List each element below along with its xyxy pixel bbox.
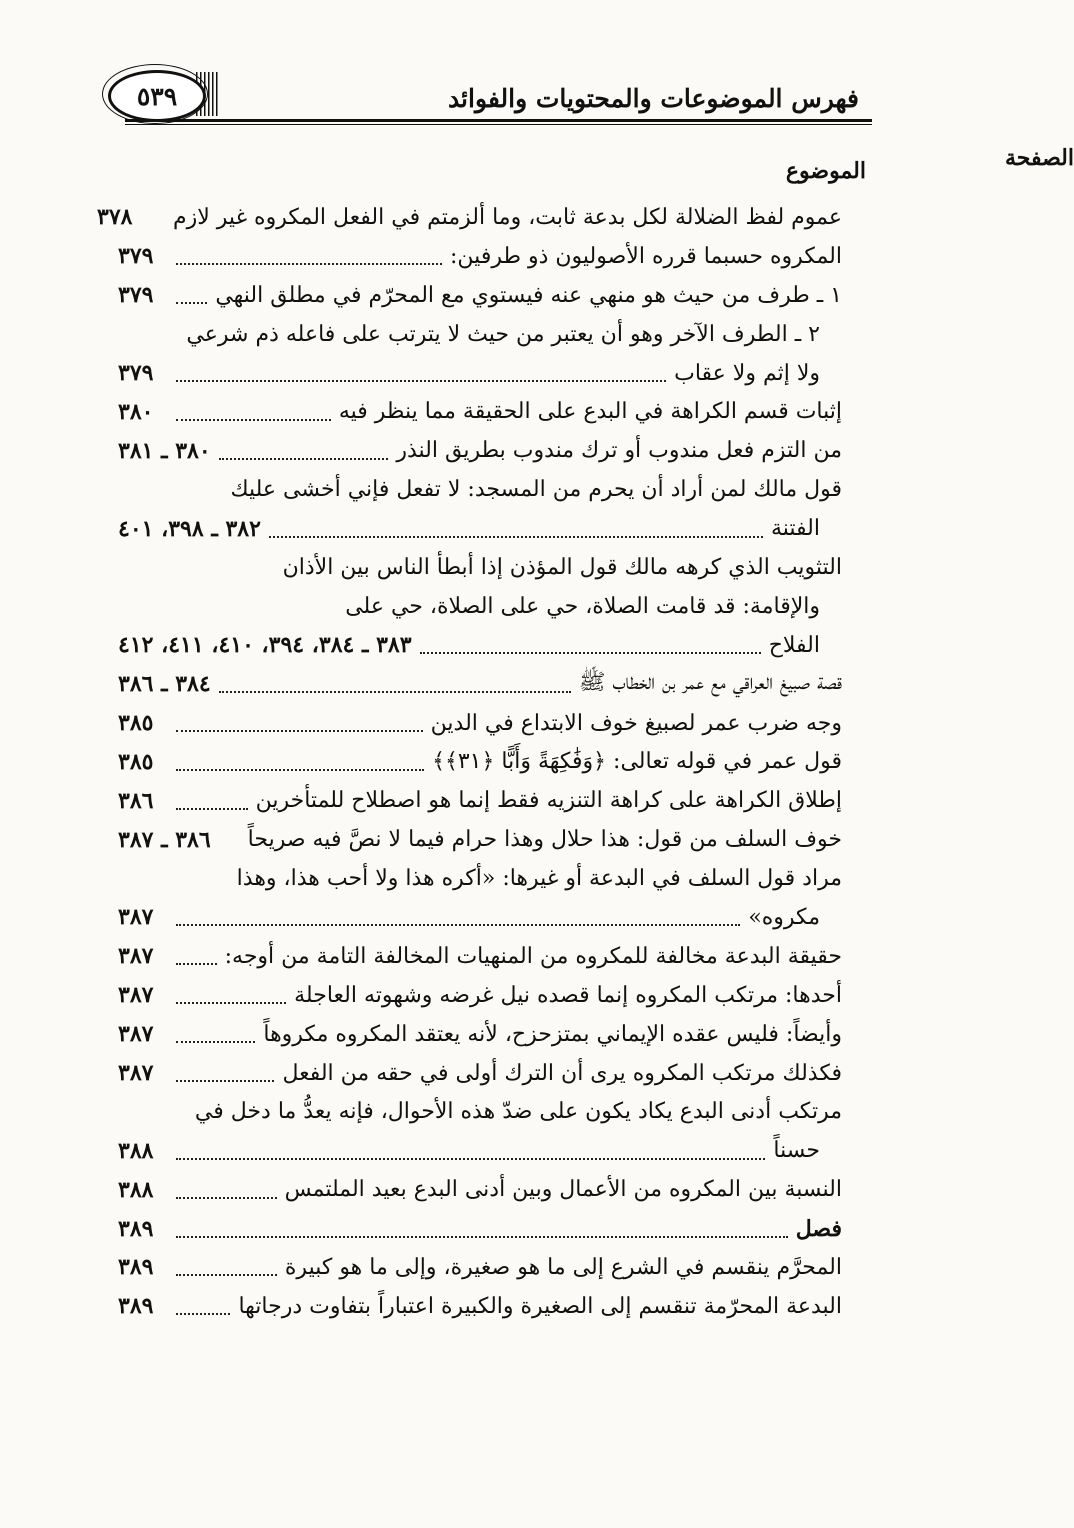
- entry-text: الفلاح: [768, 632, 820, 658]
- dot-leader: [176, 419, 331, 421]
- entry-page-number: ٣٨٧: [118, 1060, 154, 1087]
- dot-leader: [176, 1236, 788, 1238]
- entry-page-number: ٣٧٩: [118, 360, 154, 386]
- index-entry: [118, 742, 842, 781]
- entry-text: النسبة بين المكروه من الأعمال وبين أدنى البدع بعيد الملتمس: [284, 1177, 842, 1203]
- entry-text: مرتكب أدنى البدع يكاد يكون على ضدّ هذه الأحوال، فإنه يعدُّ ما دخل في: [194, 1099, 842, 1125]
- index-entry: [118, 898, 842, 937]
- entry-text: المكروه حسبما قرره الأصوليون ذو طرفين:: [450, 243, 842, 269]
- entry-text: إطلاق الكراهة على كراهة التنزيه فقط إنما هو اصطلاح للمتأخرين: [255, 788, 842, 814]
- entry-page-number: ٣٨٩: [118, 1215, 154, 1242]
- entry-text: حسناً: [773, 1138, 820, 1164]
- entry-page-number: ٣٨٩: [118, 1293, 154, 1320]
- entry-text: خوف السلف من قول: هذا حلال وهذا حرام فيما لا نصَّ فيه صريحاً: [247, 827, 842, 853]
- entry-text: من التزم فعل مندوب أو ترك مندوب بطريق النذر: [396, 438, 842, 464]
- index-entry: [118, 859, 842, 898]
- entry-page-number: ٣٨٣ ـ ٣٨٤، ٣٩٤، ٤١٠، ٤١١، ٤١٢: [118, 632, 412, 659]
- entry-page-number: ٣٨٩: [118, 1254, 154, 1281]
- entry-page-number: ٣٨٧: [118, 943, 154, 970]
- index-entry: [118, 548, 842, 587]
- entry-text: البدعة المحرّمة تنقسم إلى الصغيرة والكبيرة اعتباراً بتفاوت درجاتها: [238, 1293, 842, 1319]
- dot-leader: [420, 652, 761, 654]
- entry-text: المحرَّم ينقسم في الشرع إلى ما هو صغيرة، وإلى ما هو كبيرة: [284, 1254, 842, 1280]
- index-entry: [118, 626, 842, 665]
- entry-page-number: ٣٨٧: [118, 1021, 154, 1048]
- entry-text: وجه ضرب عمر لصبيغ خوف الابتداع في الدين: [430, 710, 842, 736]
- topic-column-heading: الموضوع: [785, 158, 866, 184]
- index-entry: [97, 198, 842, 237]
- entry-text: قول عمر في قوله تعالى: ﴿وَفَٰكِهَةً وَأَبًّا ﴿٣١﴾﴾: [432, 749, 842, 775]
- dot-leader: [269, 536, 763, 538]
- index-entry: [118, 976, 842, 1015]
- index-entry: [118, 1131, 842, 1170]
- entry-text: مكروه»: [748, 904, 820, 930]
- dot-leader: [176, 302, 207, 304]
- index-entry: [118, 1170, 842, 1209]
- index-entry: [118, 665, 842, 704]
- entry-page-number: ٣٨٨: [118, 1137, 154, 1164]
- index-entry: [118, 1015, 842, 1054]
- entry-text: ولا إثم ولا عقاب: [674, 360, 820, 386]
- index-entry: [118, 392, 842, 431]
- entry-text: ١ ـ طرف من حيث هو منهي عنه فيستوي مع المحرّم في مطلق النهي: [215, 282, 842, 308]
- dot-leader: [176, 1197, 277, 1199]
- dot-leader: [176, 924, 740, 926]
- entry-text: أحدها: مرتكب المكروه إنما قصده نيل غرضه وشهوته العاجلة: [294, 982, 842, 1008]
- entry-text: والإقامة: قد قامت الصلاة، حي على الصلاة، حي على: [345, 593, 820, 619]
- dot-leader: [176, 1002, 286, 1004]
- index-entry: [118, 470, 842, 509]
- entry-text: قول مالك لمن أراد أن يحرم من المسجد: لا تفعل فإني أخشى عليك: [230, 477, 842, 503]
- dot-leader: [176, 1080, 274, 1082]
- entry-text: الفتنة: [770, 516, 820, 542]
- page-column-heading: الصفحة: [1004, 145, 1074, 171]
- running-header-title: فهرس الموضوعات والمحتويات والفوائد: [447, 84, 859, 113]
- index-entry: [118, 509, 842, 548]
- dot-leader: [219, 691, 571, 693]
- dot-leader: [176, 1158, 765, 1160]
- entry-text: مراد قول السلف في البدعة أو غيرها: «أكره هذا ولا أحب هذا، وهذا: [236, 866, 842, 892]
- entry-page-number: ٣٨٢ ـ ٣٩٨، ٤٠١: [118, 515, 261, 542]
- header-rule: [125, 119, 872, 122]
- page-number-badge: ٥٣٩: [108, 70, 206, 122]
- index-entry: [118, 1248, 842, 1287]
- entry-page-number: ٣٨٦: [118, 787, 154, 814]
- entry-page-number: ٣٨٨: [118, 1176, 154, 1203]
- index-entry: [118, 237, 842, 276]
- index-entry: [118, 704, 842, 743]
- entry-text: ٢ ـ الطرف الآخر وهو أن يعتبر من حيث لا يترتب على فاعله ذم شرعي: [186, 321, 820, 347]
- index-entry: [118, 354, 842, 393]
- entry-page-number: ٣٨٠: [118, 398, 154, 425]
- entry-page-number: ٣٨٤ ـ ٣٨٦: [118, 671, 211, 698]
- entry-page-number: ٣٧٨: [97, 204, 133, 231]
- entry-page-number: ٣٨٦ ـ ٣٨٧: [118, 826, 211, 853]
- index-entry: [118, 315, 842, 354]
- index-entry: [118, 937, 842, 976]
- entry-text: إثبات قسم الكراهة في البدع على الحقيقة مما ينظر فيه: [338, 399, 842, 425]
- dot-leader: [176, 769, 424, 771]
- entry-text: فكذلك مرتكب المكروه يرى أن الترك أولى في حقه من الفعل: [282, 1060, 842, 1086]
- index-entry: [118, 1209, 842, 1248]
- entry-text: فصل: [795, 1215, 842, 1242]
- dot-leader: [176, 380, 666, 382]
- entry-text: حقيقة البدعة مخالفة للمكروه من المنهيات المخالفة التامة من أوجه:: [224, 943, 842, 969]
- entry-page-number: ٣٨٠ ـ ٣٨١: [118, 437, 211, 464]
- index-entry: [118, 276, 842, 315]
- index-entry: [118, 431, 842, 470]
- index-entry: [118, 1054, 842, 1093]
- dot-leader: [176, 963, 217, 965]
- dot-leader: [176, 1313, 230, 1315]
- entry-page-number: ٣٧٩: [118, 282, 154, 309]
- dot-leader: [176, 1274, 277, 1276]
- dot-leader: [176, 263, 442, 265]
- index-entry: [118, 587, 842, 626]
- index-entries: [97, 198, 842, 1326]
- entry-page-number: ٣٨٥: [118, 710, 154, 737]
- entry-page-number: ٣٨٥: [118, 748, 154, 775]
- index-entry: [118, 820, 842, 859]
- entry-page-number: ٣٨٧: [118, 904, 154, 931]
- entry-text: وأيضاً: فليس عقده الإيماني بمتزحزح، لأنه يعتقد المكروه مكروهاً: [263, 1021, 842, 1047]
- dot-leader: [176, 1041, 255, 1043]
- dot-leader: [176, 808, 248, 810]
- entry-text: عموم لفظ الضلالة لكل بدعة ثابت، وما ألزمتم في الفعل المكروه غير لازم: [173, 204, 842, 230]
- dot-leader: [219, 458, 389, 460]
- index-entry: [118, 781, 842, 820]
- index-entry: [118, 1287, 842, 1326]
- index-entry: [118, 1092, 842, 1131]
- entry-page-number: ٣٧٩: [118, 243, 154, 270]
- entry-page-number: ٣٨٧: [118, 982, 154, 1009]
- header-rule-thin: [125, 124, 872, 125]
- dot-leader: [176, 730, 423, 732]
- entry-text: قصة صبيغ العراقي مع عمر بن الخطاب ﷺ: [578, 670, 842, 696]
- entry-text: التثويب الذي كرهه مالك قول المؤذن إذا أبطأ الناس بين الأذان: [282, 554, 842, 580]
